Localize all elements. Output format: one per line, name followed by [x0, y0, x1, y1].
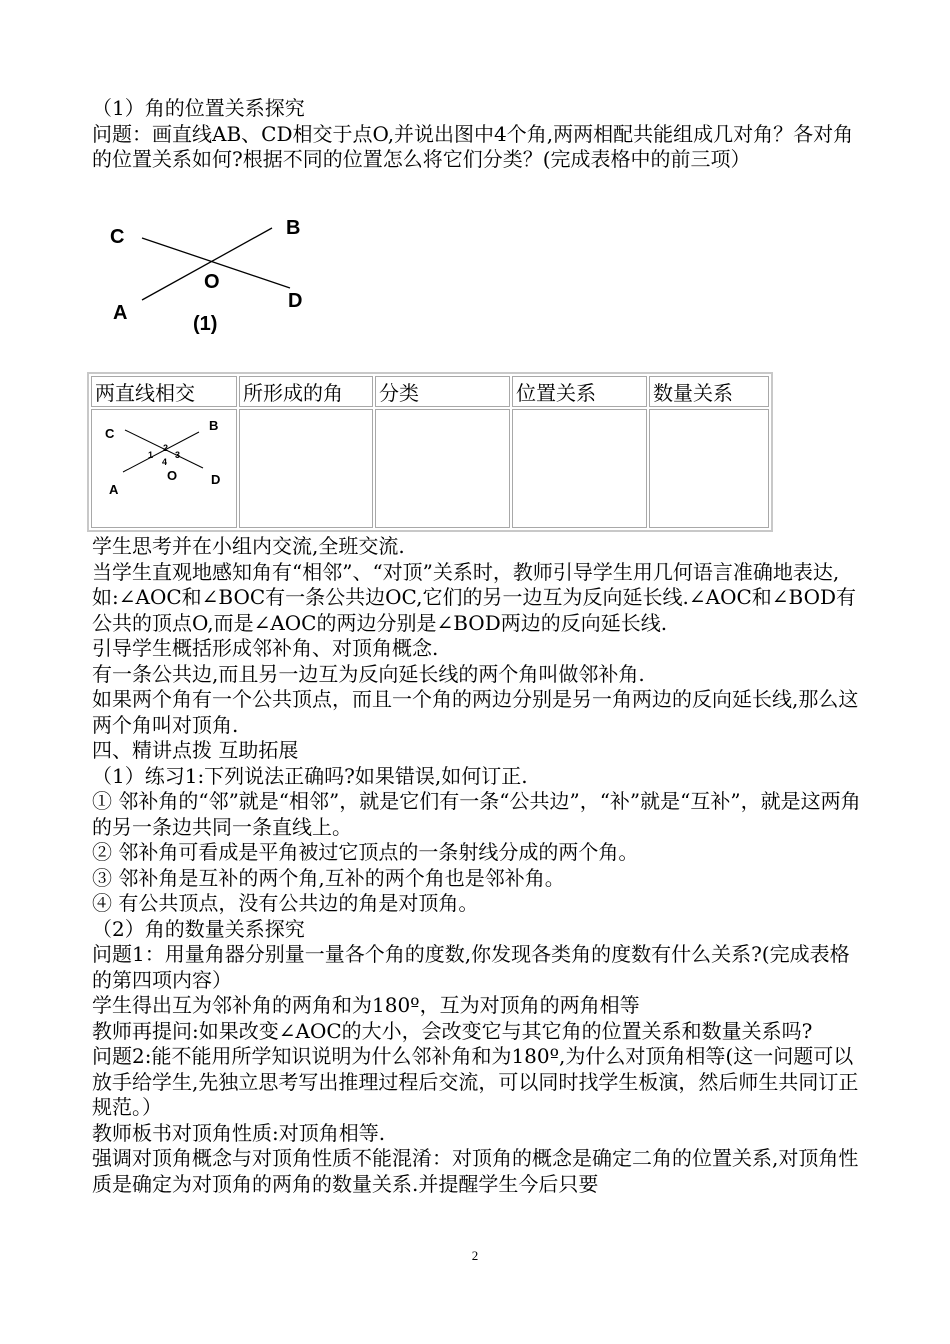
- angle-label-1: 1: [148, 450, 154, 460]
- label-c: C: [110, 226, 125, 248]
- table-cell-figure: [91, 409, 237, 528]
- paragraph: 当学生直观地感知角有“相邻”、“对顶”关系时，教师引导学生用几何语言准确地表达,如:∠AOC和∠BOC有一条公共边OC,它们的另一边互为反向延长线.∠AOC和∠BOD有公共的顶点O,而是∠AOC的两边分别是∠BOD两边的反向延长线.: [92, 559, 857, 635]
- table-header: 所形成的角: [239, 376, 373, 407]
- section1: [92, 96, 867, 173]
- list-item: ③ 邻补角是互补的两个角,互补的两个角也是邻补角。: [92, 865, 565, 890]
- label-d: D: [288, 290, 303, 312]
- paragraph: 引导学生概括形成邻补角、对顶角概念.: [92, 636, 439, 660]
- table-cell: [375, 409, 510, 528]
- subsection-heading: （2）角的数量关系探究: [92, 916, 305, 941]
- page-number: 2: [471, 1248, 479, 1263]
- angle-label-3: 3: [175, 450, 181, 460]
- paragraph: （1）练习1:下列说法正确吗?如果错误,如何订正.: [92, 763, 528, 788]
- table-cell: [239, 409, 373, 528]
- label-a: A: [113, 302, 128, 324]
- table-header-row: [91, 376, 769, 407]
- small-intersecting-lines-figure: [95, 410, 225, 510]
- intersecting-lines-figure: [100, 208, 330, 338]
- figure-caption: (1): [193, 313, 218, 335]
- angle-label-4: 4: [162, 457, 168, 467]
- table-header: 两直线相交: [91, 376, 237, 407]
- label-o: O: [204, 271, 220, 293]
- label-c: C: [105, 426, 115, 441]
- paragraph: 强调对顶角概念与对顶角性质不能混淆：对顶角的概念是确定二角的位置关系,对顶角性质是确定为对顶角的两角的数量关系.并提醒学生今后只要: [92, 1146, 859, 1196]
- list-item: ② 邻补角可看成是平角被过它顶点的一条射线分成的两个角。: [92, 840, 639, 864]
- list-item: ① 邻补角的“邻”就是“相邻”，就是它们有一条“公共边”，“补”就是“互补”，就是这两角的另一条边共同一条直线上。: [92, 789, 861, 839]
- section-heading: 四、精讲点拨 互助拓展: [92, 738, 299, 762]
- table-header: 分类: [375, 376, 510, 407]
- paragraph: 问题1：用量角器分别量一量各个角的度数,你发现各类角的度数有什么关系?(完成表格的第四项内容）: [92, 942, 850, 992]
- paragraph: 如果两个角有一个公共顶点，而且一个角的两边分别是另一角两边的反向延长线,那么这两个角叫对顶角.: [92, 687, 859, 737]
- table-cell: [512, 409, 647, 528]
- paragraph: 学生思考并在小组内交流,全班交流.: [92, 534, 405, 558]
- paragraph: 学生得出互为邻补角的两角和为180º，互为对顶角的两角相等: [92, 993, 640, 1017]
- paragraph: 教师板书对顶角性质:对顶角相等.: [92, 1120, 386, 1145]
- table-header: 位置关系: [512, 376, 647, 407]
- table-cell: [649, 409, 769, 528]
- label-b: B: [286, 217, 301, 239]
- paragraph: 教师再提问:如果改变∠AOC的大小，会改变它与其它角的位置关系和数量关系吗?: [92, 1018, 813, 1043]
- section1-heading: （1）角的位置关系探究: [92, 96, 305, 120]
- angle-label-2: 2: [163, 443, 169, 453]
- list-item: ④ 有公共顶点，没有公共边的角是对顶角。: [92, 891, 479, 915]
- paragraph: 问题2:能不能用所学知识说明为什么邻补角和为180º,为什么对顶角相等(这一问题可以放手给学生,先独立思考写出推理过程后交流，可以同时找学生板演，然后师生共同订正规范。）: [92, 1044, 859, 1119]
- angle-table: [87, 372, 773, 532]
- label-o: O: [167, 468, 178, 483]
- table-header: 数量关系: [649, 376, 769, 407]
- label-a: A: [109, 482, 119, 497]
- table-row: [91, 409, 769, 528]
- line-ab: [123, 432, 199, 472]
- label-b: B: [209, 418, 219, 433]
- body-text: [92, 534, 867, 1197]
- section1-question: 问题：画直线AB、CD相交于点O,并说出图中4个角,两两相配共能组成几对角？各对角的位置关系如何?根据不同的位置怎么将它们分类？(完成表格中的前三项）: [92, 121, 854, 171]
- paragraph: 有一条公共边,而且另一边互为反向延长线的两个角叫做邻补角.: [92, 661, 645, 686]
- label-d: D: [211, 472, 221, 487]
